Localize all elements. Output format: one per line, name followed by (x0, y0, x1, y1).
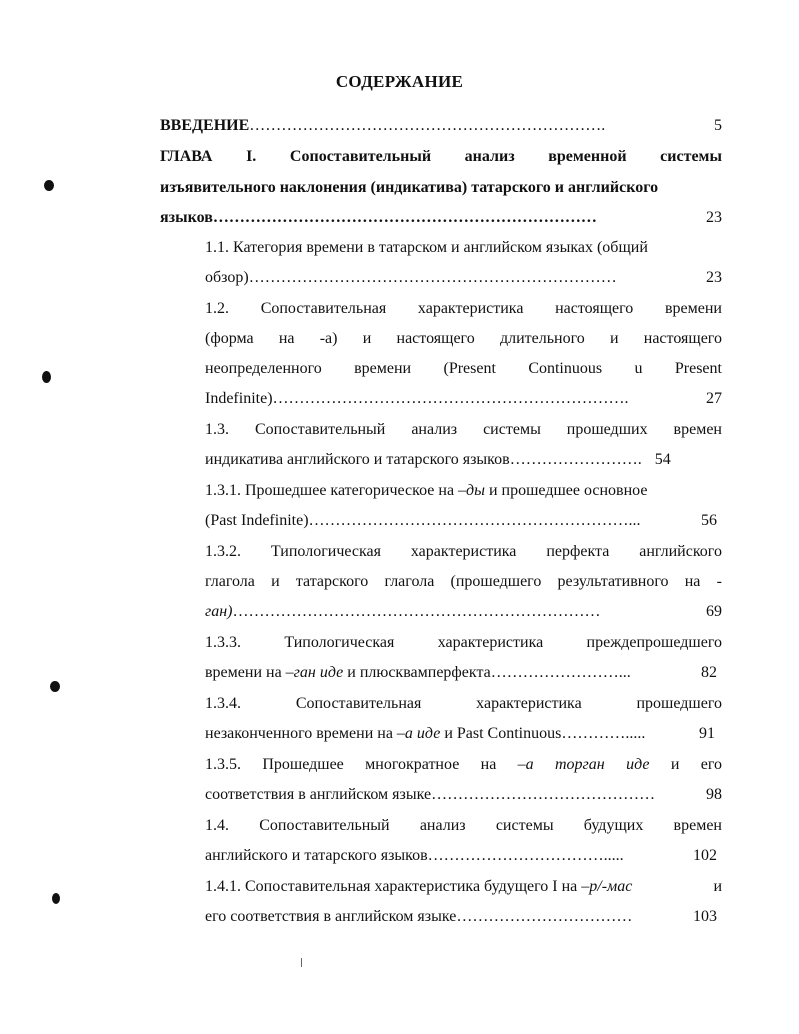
toc-word: многократное (365, 756, 460, 773)
toc-word: и (271, 573, 280, 590)
toc-word: преждепрошедшего (586, 634, 722, 651)
toc-italic-form: –а иде (396, 725, 441, 742)
toc-word: анализ (419, 817, 466, 834)
toc-page-number: 102 (693, 847, 717, 864)
toc-word: времени (664, 300, 722, 317)
toc-entry-1-2-line-1[interactable] (205, 299, 722, 319)
toc-word: (форма (205, 330, 254, 347)
toc-word: - (716, 573, 722, 590)
toc-entry-1-3-5-line-2[interactable] (205, 785, 722, 805)
toc-entry-1-3-4-line-1[interactable] (205, 694, 722, 714)
toc-word: прошедшего (636, 695, 722, 712)
toc-entry-1-3-2-line-2 (205, 572, 722, 592)
toc-page-number: 69 (706, 603, 722, 620)
toc-entry-1-3-2-line-3[interactable] (205, 602, 722, 622)
toc-word: будущих (583, 817, 644, 834)
toc-entry-text: 1.4.1. Сопоставительная характеристика будущего I на (205, 878, 582, 895)
toc-italic-form: –р/-мас (581, 878, 633, 895)
toc-dot-leader: ……………………………..... (427, 847, 624, 864)
toc-italic-form: –ган иде (285, 664, 344, 681)
toc-page-number: 27 (706, 390, 722, 407)
toc-word: 1.3. (205, 421, 229, 438)
toc-page-number: 5 (714, 117, 722, 134)
toc-word: ГЛАВА (160, 148, 213, 165)
toc-entry-1-1-line-2[interactable] (205, 268, 722, 288)
toc-word: прошедших (566, 421, 648, 438)
toc-word: (Present (443, 360, 496, 377)
toc-entry-1-3-4-line-2[interactable] (205, 724, 715, 744)
toc-chapter-heading-line-2: изъявительного наклонения (индикатива) татарского и английского (160, 179, 659, 196)
toc-dot-leader: …………………………………………………………. (249, 117, 606, 134)
toc-chapter-heading-line-3[interactable] (160, 208, 722, 228)
toc-dot-leader: …………………………………… (431, 786, 656, 803)
toc-entry-1-3-line-2[interactable] (205, 450, 722, 470)
toc-word: системы (660, 148, 722, 165)
toc-word: и (670, 756, 680, 773)
toc-word: на (684, 573, 701, 590)
scan-speck (301, 958, 302, 967)
toc-dot-leader: ……………………... (490, 664, 631, 681)
toc-word: 1.4. (205, 817, 229, 834)
toc-word: настоящего (643, 330, 722, 347)
toc-dot-leader: …………..... (561, 725, 646, 742)
toc-word: системы (483, 421, 541, 438)
toc-page-number: 103 (693, 908, 717, 925)
toc-page-number: 54 (654, 451, 671, 468)
toc-page-number: 56 (701, 512, 717, 529)
page-title: СОДЕРЖАНИЕ (335, 72, 464, 91)
toc-entry-1-3-1-line-1[interactable] (205, 481, 722, 501)
toc-entry-text: его соответствия в английском языке (205, 908, 457, 925)
toc-word: результативного (557, 573, 669, 590)
toc-word: анализ (464, 148, 515, 165)
toc-word: Типологическая (270, 543, 381, 560)
toc-word: глагола (384, 573, 435, 590)
toc-entry-1-4-line-2[interactable] (205, 846, 717, 866)
toc-word: Сопоставительный (259, 817, 390, 834)
toc-word: 1.3.3. (205, 634, 241, 651)
toc-entry-text: незаконченного времени на (205, 725, 393, 742)
toc-word: татарского (295, 573, 369, 590)
toc-entry-text: Indefinite) (205, 390, 273, 407)
toc-entry-1-2-line-4[interactable] (205, 389, 722, 409)
toc-word: времени (354, 360, 412, 377)
toc-word: и (609, 330, 619, 347)
toc-word: длительного (499, 330, 585, 347)
toc-entry-1-3-5-line-1[interactable] (205, 755, 722, 775)
toc-page-number: 23 (706, 269, 722, 286)
toc-word: неопределенного (205, 360, 322, 377)
toc-word: системы (495, 817, 554, 834)
toc-word: Continuous (528, 360, 603, 377)
toc-word: u (634, 360, 643, 377)
toc-italic-form: ган) (205, 603, 233, 620)
toc-entry-1-3-3-line-2[interactable] (205, 663, 717, 683)
toc-word: Прошедшее (262, 756, 344, 773)
toc-dot-leader: …………………………………………………………… (248, 269, 617, 286)
toc-entry-text: языков (160, 209, 213, 226)
toc-word: -а) (319, 330, 338, 347)
toc-word: характеристика (476, 695, 582, 712)
toc-word: его (700, 756, 722, 773)
toc-entry-1-2-line-3 (205, 359, 722, 379)
toc-page-number: 23 (706, 209, 722, 226)
toc-entry-1-1-line-1[interactable]: 1.1. Категория времени в татарском и английском языках (общий (205, 239, 648, 256)
toc-word: Сопоставительная (295, 695, 422, 712)
toc-entry-text: и Past Continuous (444, 725, 562, 742)
toc-word: Сопоставительный (289, 148, 432, 165)
toc-italic-form: торган (555, 756, 605, 773)
toc-entry-1-4-line-1[interactable] (205, 816, 722, 836)
toc-entry-1-3-1-line-2[interactable] (205, 511, 717, 531)
toc-italic-form: иде (626, 756, 650, 773)
toc-chapter-heading-line-1[interactable] (160, 147, 722, 167)
toc-word: на (480, 756, 497, 773)
toc-dot-leader: …………………………… (456, 908, 633, 925)
toc-entry-1-3-2-line-1[interactable] (205, 542, 722, 562)
toc-word: на (278, 330, 295, 347)
toc-word: Типологическая (284, 634, 395, 651)
punch-hole-mark (50, 681, 60, 692)
toc-word: времен (673, 421, 722, 438)
toc-word: (прошедшего (450, 573, 542, 590)
toc-word: анализ (411, 421, 458, 438)
toc-word: перфекта (546, 543, 610, 560)
toc-entry-1-3-3-line-1[interactable] (205, 633, 722, 653)
toc-entry-text: и (713, 878, 722, 895)
toc-word: Present (674, 360, 722, 377)
toc-word: 1.3.2. (205, 543, 241, 560)
toc-entry-text: времени на (205, 664, 282, 681)
toc-page-number: 91 (699, 725, 715, 742)
toc-dot-leader: …………………………………………………………… (232, 603, 601, 620)
toc-dot-leader: …………………………………………………………. (272, 390, 629, 407)
toc-entry-1-2-line-2 (205, 329, 722, 349)
toc-entry-text: и прошедшее основное (484, 482, 648, 499)
toc-word: времен (673, 817, 722, 834)
toc-entry-1-4-1-line-2[interactable] (205, 907, 717, 927)
toc-word: настоящего (555, 300, 634, 317)
toc-entry-text: (Past Indefinite) (205, 512, 309, 529)
toc-dot-leader: ……………………. (509, 451, 642, 468)
toc-entry-text: и плюсквамперфекта (347, 664, 491, 681)
toc-dot-leader: ……………………………………………………………… (212, 209, 597, 226)
toc-word: характеристика (410, 543, 517, 560)
toc-word: настоящего (396, 330, 475, 347)
toc-entry-text: 1.3.1. Прошедшее категорическое на (205, 482, 459, 499)
toc-entry-text: соответствия в английском языке (205, 786, 432, 803)
toc-word: и (362, 330, 372, 347)
toc-word: 1.2. (205, 300, 229, 317)
toc-entry-text: индикатива английского и татарского языков (205, 451, 510, 468)
toc-entry-1-3-line-1[interactable] (205, 420, 722, 440)
toc-italic-form: –а (517, 756, 534, 773)
toc-entry-text: ВВЕДЕНИЕ (160, 117, 250, 134)
toc-word: Сопоставительный (254, 421, 386, 438)
toc-word: 1.3.5. (205, 756, 241, 773)
punch-hole-mark (42, 371, 51, 383)
toc-page-number: 98 (706, 786, 722, 803)
toc-page-number: 82 (701, 664, 717, 681)
toc-word: Сопоставительная (260, 300, 387, 317)
toc-word: 1.3.4. (205, 695, 241, 712)
toc-word: I. (246, 148, 257, 165)
toc-entry-text: английского и татарского языков (205, 847, 428, 864)
toc-entry-text: обзор) (205, 269, 249, 286)
toc-word: характеристика (417, 300, 524, 317)
toc-word: временной (548, 148, 627, 165)
toc-word: характеристика (437, 634, 544, 651)
punch-hole-mark (44, 180, 54, 191)
toc-dot-leader: ……………………………………………………... (308, 512, 641, 529)
toc-word: английского (639, 543, 722, 560)
punch-hole-mark (52, 893, 60, 904)
toc-entry-1-4-1-line-1[interactable] (205, 877, 722, 897)
toc-word: глагола (205, 573, 255, 590)
toc-entry-introduction[interactable] (160, 116, 722, 136)
toc-italic-form: –ды (458, 482, 485, 499)
